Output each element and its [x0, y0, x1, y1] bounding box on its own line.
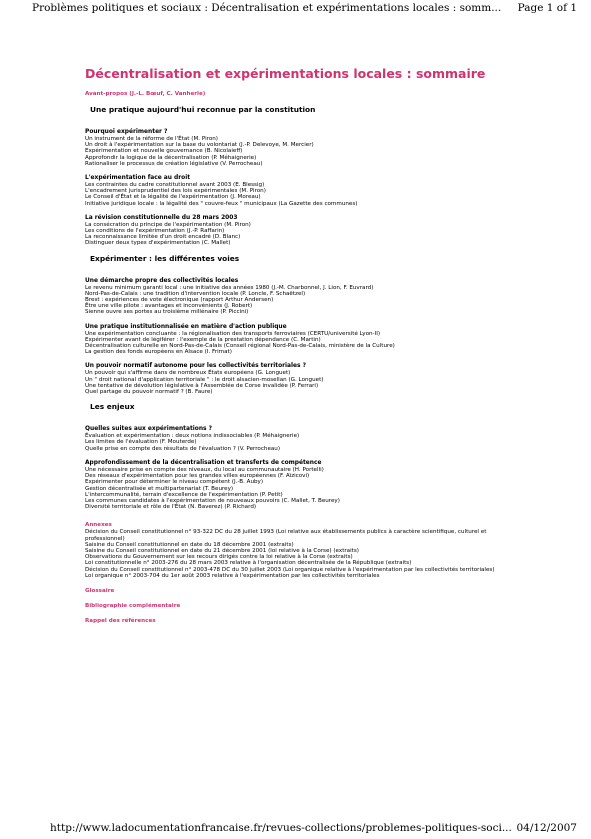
- print-header: [32, 2, 577, 16]
- annex-entry[interactable]: Loi organique n° 2003-704 du 1er août 2003 relative à l'expérimentation par les collectivités territoriales: [85, 572, 380, 579]
- glossary-link[interactable]: Glossaire: [85, 587, 115, 594]
- toc-entry[interactable]: Un instrument de la réforme de l'État (M. Piron): [85, 136, 218, 142]
- print-header-title: Problèmes politiques et sociaux : Décentralisation et expérimentations locales : somm...: [32, 2, 502, 14]
- toc-entry[interactable]: Quel partage du pouvoir normatif ? (B. Faure): [85, 389, 213, 396]
- annex-entry[interactable]: Saisine du Conseil constitutionnel en date du 21 décembre 2001 (loi relative à la Corse) (extraits): [85, 547, 359, 554]
- toc-section: [85, 175, 525, 207]
- toc-entry[interactable]: Sienne ouvre ses portes au troisième millénaire (P. Piccini): [85, 309, 249, 316]
- annexes-section: [85, 522, 525, 579]
- toc-entry[interactable]: Les contraintes du cadre constitutionnel avant 2003 (E. Blessig): [85, 182, 265, 189]
- toc-entry[interactable]: Expérimentation et nouvelle gouvernance (B. Nicolaieff): [85, 148, 243, 155]
- toc-entry[interactable]: La reconnaissance limitée d'un droit encadré (D. Blanc): [85, 234, 241, 241]
- toc-entry[interactable]: Initiative juridique locale : la légalité des " couvre-feux " municipaux (La Gazette des communes): [85, 200, 358, 207]
- toc-entry[interactable]: Être une ville pilote : avantages et inconvénients (J. Robert): [85, 303, 253, 310]
- toc-section: [85, 215, 525, 247]
- toc-entry[interactable]: La gestion des fonds européens en Alsace (I. Frimat): [85, 349, 232, 356]
- document-content: [85, 66, 525, 625]
- toc-section: [85, 363, 525, 395]
- toc-entry[interactable]: Brest : expériences de vote électronique (rapport Arthur Andersen): [85, 297, 274, 304]
- section-title: L'expérimentation face au droit: [85, 175, 191, 182]
- toc-entry[interactable]: Évaluation et expérimentation : deux notions indissociables (P. Méhaignerie): [85, 433, 300, 440]
- section-title: Une pratique institutionnalisée en matière d'action publique: [85, 323, 287, 330]
- toc-section: [85, 426, 525, 452]
- toc-entry[interactable]: L'intercommunalité, terrain d'excellence de l'expérimentation (P. Petit): [85, 491, 283, 498]
- references-link[interactable]: Rappel des références: [85, 617, 156, 624]
- annexes-link[interactable]: Annexes: [85, 522, 112, 529]
- toc-entry[interactable]: Un " droit national d'application territoriale " : le droit alsacien-mosellan (G. Longuet): [85, 376, 324, 383]
- toc-section: [85, 324, 525, 356]
- toc-entry[interactable]: Les limites de l'évaluation (F. Mouterde): [85, 439, 197, 446]
- toc-entry[interactable]: La consécration du principe de l'expérimentation (M. Piron): [85, 221, 251, 228]
- bibliography-link[interactable]: Bibliographie complémentaire: [85, 602, 181, 609]
- annex-entry[interactable]: Décision du Conseil constitutionnel n° 2003-478 DC du 30 juillet 2003 (Loi organique relative à l'expérimentation par les collectivités territoriales): [85, 566, 495, 573]
- section-title: La révision constitutionnelle du 28 mars 2003: [85, 214, 238, 221]
- toc-entry[interactable]: Le Conseil d'État et la légalité de l'expérimentation (J. Moreau): [85, 194, 261, 201]
- print-footer-url: http://www.ladocumentationfrancaise.fr/revues-collections/problemes-politiques-soci...: [50, 822, 512, 834]
- toc-entry[interactable]: Une expérimentation concluante : la régionalisation des transports ferroviaires (CERTU/université Lyon-II): [85, 330, 381, 337]
- toc-entry[interactable]: Quelle prise en compte des résultats de l'évaluation ? (V. Perrocheau): [85, 445, 281, 452]
- toc-section: [85, 278, 525, 316]
- section-title: Une démarche propre des collectivités locales: [85, 277, 239, 284]
- section-title: Pourquoi expérimenter ?: [85, 129, 168, 135]
- section-title: Un pouvoir normatif autonome pour les collectivités territoriales ?: [85, 363, 307, 370]
- toc-entry[interactable]: Une tentative de dévolution législative à l'Assemblée de Corse invalidée (P. Ferrari): [85, 382, 319, 389]
- print-page-number: Page 1 of 1: [517, 2, 577, 14]
- document-title: Décentralisation et expérimentations locales : sommaire: [85, 66, 486, 81]
- section-title: Quelles suites aux expérimentations ?: [85, 426, 212, 433]
- toc-entry[interactable]: Un droit à l'expérimentation sur la base du volontariat (J.-P. Delevoye, M. Mercier): [85, 142, 314, 149]
- part-heading: Expérimenter : les différentes voies: [90, 253, 240, 263]
- toc-entry[interactable]: Le revenu minimum garanti local : une initiative des années 1980 (J.-M. Charbonnel, J. Lion, F. Euvrard): [85, 284, 374, 291]
- foreword-link[interactable]: Avant-propos (J.-L. Bœuf, C. Vanherle): [85, 91, 206, 97]
- toc-entry[interactable]: Nord-Pas-de-Calais : une tradition d'intervention locale (P. Loncle, F. Schaëtzel): [85, 290, 306, 297]
- toc-section: [85, 460, 525, 510]
- section-title: Approfondissement de la décentralisation et transferts de compétence: [85, 459, 322, 466]
- annex-entry[interactable]: Décision du Conseil constitutionnel n° 93-322 DC du 28 juillet 1993 (Loi relative aux établissements publics à caractère scientifique, culturel et professionnel): [85, 529, 487, 542]
- toc-section: [85, 129, 525, 167]
- annex-entry[interactable]: Saisine du Conseil constitutionnel en date du 18 décembre 2001 (extraits): [85, 541, 294, 548]
- part-heading: Les enjeux: [90, 402, 135, 412]
- toc-entry[interactable]: Une nécessaire prise en compte des niveaux, du local au communautaire (H. Portelli): [85, 466, 324, 473]
- toc-entry[interactable]: Expérimenter pour déterminer le niveau compétent (J.-B. Auby): [85, 479, 264, 486]
- toc-entry[interactable]: Expérimenter avant de légiférer : l'exemple de la prestation dépendance (C. Martin): [85, 336, 321, 343]
- toc-entry[interactable]: L'encadrement jurisprudentiel des lois expérimentales (M. Piron): [85, 188, 266, 195]
- toc-entry[interactable]: Distinguer deux types d'expérimentation (C. Mallet): [85, 240, 231, 247]
- toc-entry[interactable]: Approfondir la logique de la décentralisation (P. Méhaignerie): [85, 154, 257, 161]
- print-footer-date: 04/12/2007: [516, 822, 577, 834]
- toc-entry[interactable]: Diversité territoriale et rôle de l'État (N. Baverez) (P. Richard): [85, 504, 257, 511]
- part-heading: Une pratique aujourd'hui reconnue par la constitution: [90, 105, 316, 114]
- toc-entry[interactable]: Les conditions de l'expérimentation (J.-P. Raffarin): [85, 228, 225, 235]
- toc-entry[interactable]: Décentralisation culturelle en Nord-Pas-de-Calais (Conseil régional Nord-Pas-de-Calais, ministère de la Culture): [85, 343, 395, 350]
- annex-entry[interactable]: Loi constitutionnelle n° 2003-276 du 28 mars 2003 relative à l'organisation décentralisée de la République (extraits): [85, 560, 412, 567]
- toc-entry[interactable]: Un pouvoir qui s'affirme dans de nombreux États européens (G. Longuet): [85, 370, 291, 377]
- toc-entry[interactable]: Les communes candidates à l'expérimentation de nouveaux pouvoirs (C. Mallet, T. Beurey): [85, 497, 340, 504]
- toc-entry[interactable]: Des réseaux d'expérimentation pour les grandes villes européennes (F. Aïzicovi): [85, 473, 310, 480]
- annex-entry[interactable]: Observations du Gouvernement sur les recours dirigés contre la loi relative à la Corse (extraits): [85, 554, 353, 561]
- toc-entry[interactable]: Gestion décentralisée et multipartenariat (T. Beurey): [85, 485, 234, 492]
- print-footer: [50, 822, 577, 836]
- toc-entry[interactable]: Rationaliser le processus de création législative (V. Perrocheau): [85, 160, 263, 167]
